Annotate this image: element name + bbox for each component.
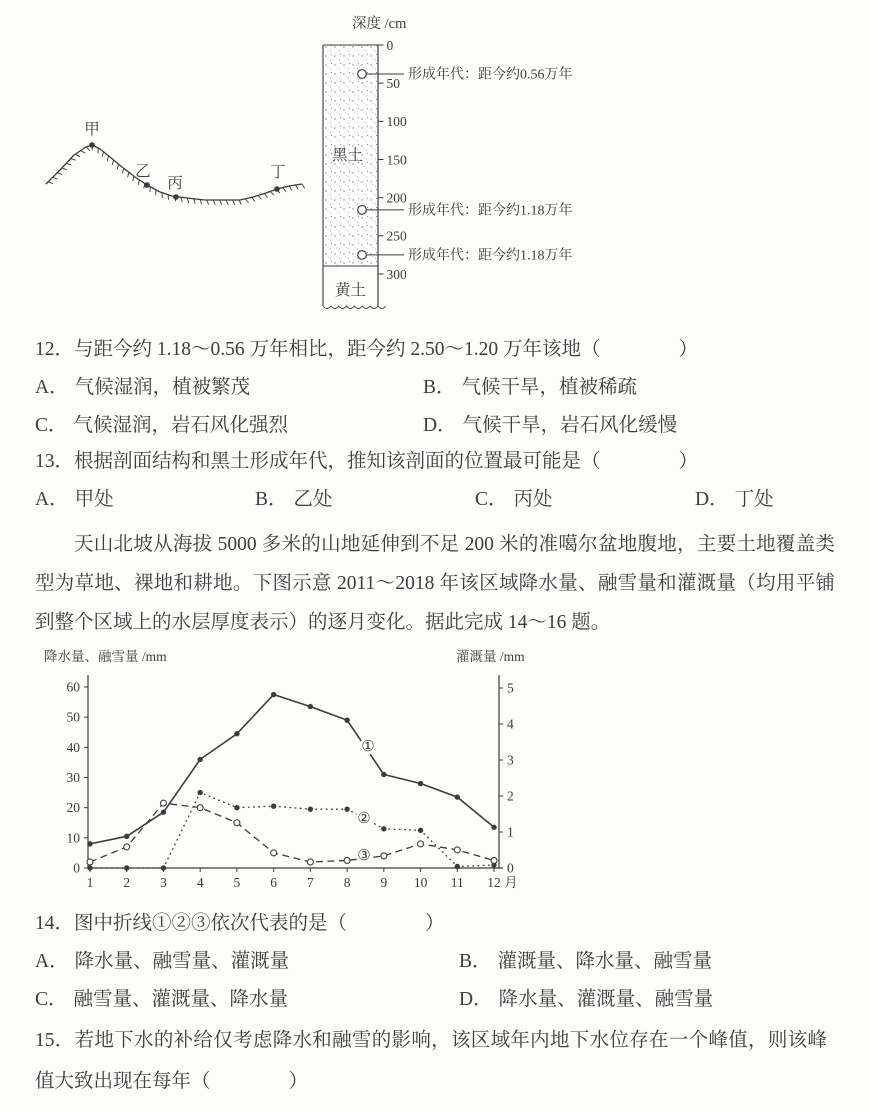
option-text: 丁处 <box>734 489 774 510</box>
option-14-D <box>459 986 835 1014</box>
option-text: 气候干旱，岩石风化缓慢 <box>462 415 678 436</box>
svg-text:250: 250 <box>386 228 407 244</box>
option-text: 气候湿润，植被繁茂 <box>74 377 251 398</box>
question-number: 12． <box>35 339 75 360</box>
option-12-C <box>35 412 423 440</box>
option-text: 甲处 <box>74 489 114 510</box>
question-number: 13． <box>35 451 75 472</box>
svg-text:7: 7 <box>307 875 314 890</box>
monthly-water-chart <box>38 645 583 907</box>
svg-text:40: 40 <box>66 739 80 755</box>
option-text: 融雪量、灌溉量、降水量 <box>73 989 289 1010</box>
option-text: 灌溉量、降水量、融雪量 <box>497 951 713 972</box>
question-13 <box>35 448 835 514</box>
svg-text:5: 5 <box>233 875 241 890</box>
svg-text:深度 /cm: 深度 /cm <box>352 16 407 32</box>
question-12-stem <box>35 336 835 364</box>
svg-text:降水量、融雪量 /mm: 降水量、融雪量 /mm <box>44 649 167 664</box>
svg-text:形成年代：距今约1.18万年: 形成年代：距今约1.18万年 <box>408 248 573 264</box>
option-label: B． <box>423 377 456 398</box>
reading-passage <box>35 525 835 642</box>
svg-text:形成年代：距今约1.18万年: 形成年代：距今约1.18万年 <box>408 203 573 219</box>
option-13-A <box>35 486 255 514</box>
svg-text:8: 8 <box>343 875 351 890</box>
option-label: B． <box>255 489 288 510</box>
svg-text:50: 50 <box>66 709 80 725</box>
option-label: A． <box>35 377 69 398</box>
option-label: A． <box>35 951 69 972</box>
option-label: D． <box>695 489 729 510</box>
svg-text:60: 60 <box>66 679 80 695</box>
svg-text:20: 20 <box>66 800 80 816</box>
option-text: 气候干旱，植被稀疏 <box>461 377 638 398</box>
option-label: D． <box>423 415 457 436</box>
svg-text:0: 0 <box>73 860 80 876</box>
svg-text:200: 200 <box>386 190 407 206</box>
svg-text:乙: 乙 <box>135 163 151 180</box>
svg-text:月: 月 <box>504 875 518 890</box>
svg-text:10: 10 <box>66 830 80 846</box>
svg-text:50: 50 <box>386 75 400 91</box>
question-text: 若地下水的补给仅考虑降水和融雪的影响，该区域年内地下水位存在一个峰值，则该峰值大致出现在每年（ ） <box>35 1030 827 1092</box>
option-13-C <box>475 486 695 514</box>
question-number: 15． <box>35 1030 75 1051</box>
svg-text:1: 1 <box>507 824 514 840</box>
question-13-stem <box>35 448 835 476</box>
svg-text:2: 2 <box>507 788 514 804</box>
svg-text:丙: 丙 <box>167 175 183 192</box>
question-text: 图中折线①②③依次代表的是（ ） <box>74 913 445 934</box>
svg-text:甲: 甲 <box>84 121 100 138</box>
passage-text: 天山北坡从海拔 5000 多米的山地延伸到不足 200 米的准噶尔盆地腹地，主要土地覆盖类型为草地、裸地和耕地。下图示意 2011～2018 年该区域降水量、融雪量和灌溉量（均用平铺到整个区域上的水层厚度表示）的逐月变化。据此完成 14～16 题。 <box>35 534 835 633</box>
option-text: 降水量、融雪量、灌溉量 <box>74 951 290 972</box>
svg-text:10: 10 <box>413 875 428 890</box>
option-label: B． <box>459 951 492 972</box>
option-label: D． <box>459 989 493 1010</box>
question-14-stem <box>35 910 835 938</box>
svg-text:丁: 丁 <box>270 164 286 181</box>
soil-column-diagram <box>315 8 650 330</box>
question-number: 14． <box>35 913 75 934</box>
option-label: A． <box>35 489 69 510</box>
option-12-B <box>423 374 835 402</box>
option-text: 气候湿润，岩石风化强烈 <box>73 415 289 436</box>
svg-text:②: ② <box>357 811 371 827</box>
svg-text:4: 4 <box>196 875 204 890</box>
svg-text:1: 1 <box>86 875 94 890</box>
svg-text:4: 4 <box>507 716 514 732</box>
svg-text:5: 5 <box>507 680 514 696</box>
option-14-B <box>459 948 835 976</box>
svg-text:①: ① <box>361 739 375 755</box>
question-12-options <box>35 374 835 440</box>
svg-text:6: 6 <box>270 875 278 890</box>
svg-text:3: 3 <box>160 875 167 890</box>
terrain-profile-diagram <box>40 118 330 218</box>
question-12 <box>35 336 835 440</box>
option-text: 乙处 <box>293 489 333 510</box>
option-12-D <box>423 412 835 440</box>
question-15 <box>35 1020 827 1102</box>
svg-text:300: 300 <box>386 266 407 282</box>
question-14-options <box>35 948 835 1014</box>
question-text: 与距今约 1.18～0.56 万年相比，距今约 2.50～1.20 万年该地（ ） <box>74 339 699 360</box>
question-14 <box>35 910 835 1014</box>
option-label: C． <box>35 989 68 1010</box>
svg-text:12: 12 <box>487 875 501 890</box>
option-text: 降水量、灌溉量、融雪量 <box>498 989 714 1010</box>
svg-text:黄土: 黄土 <box>335 282 367 299</box>
option-13-D <box>695 486 835 514</box>
svg-text:100: 100 <box>386 114 407 130</box>
svg-text:③: ③ <box>357 848 371 864</box>
svg-text:150: 150 <box>386 152 407 168</box>
svg-text:2: 2 <box>123 875 131 890</box>
svg-text:灌溉量 /mm: 灌溉量 /mm <box>456 649 525 664</box>
svg-text:形成年代：距今约0.56万年: 形成年代：距今约0.56万年 <box>408 67 573 83</box>
question-13-options <box>35 486 835 514</box>
svg-text:3: 3 <box>507 752 514 768</box>
option-label: C． <box>35 415 68 436</box>
option-14-C <box>35 986 459 1014</box>
svg-text:0: 0 <box>386 37 394 53</box>
option-label: C． <box>475 489 508 510</box>
svg-text:黑土: 黑土 <box>332 147 364 164</box>
option-13-B <box>255 486 475 514</box>
question-text: 根据剖面结构和黑土形成年代，推知该剖面的位置最可能是（ ） <box>74 451 699 472</box>
option-text: 丙处 <box>513 489 553 510</box>
question-15-stem <box>35 1020 827 1102</box>
svg-text:9: 9 <box>380 875 388 890</box>
svg-text:0: 0 <box>507 860 514 876</box>
option-12-A <box>35 374 423 402</box>
option-14-A <box>35 948 459 976</box>
svg-text:11: 11 <box>450 875 464 890</box>
svg-text:30: 30 <box>66 769 80 785</box>
